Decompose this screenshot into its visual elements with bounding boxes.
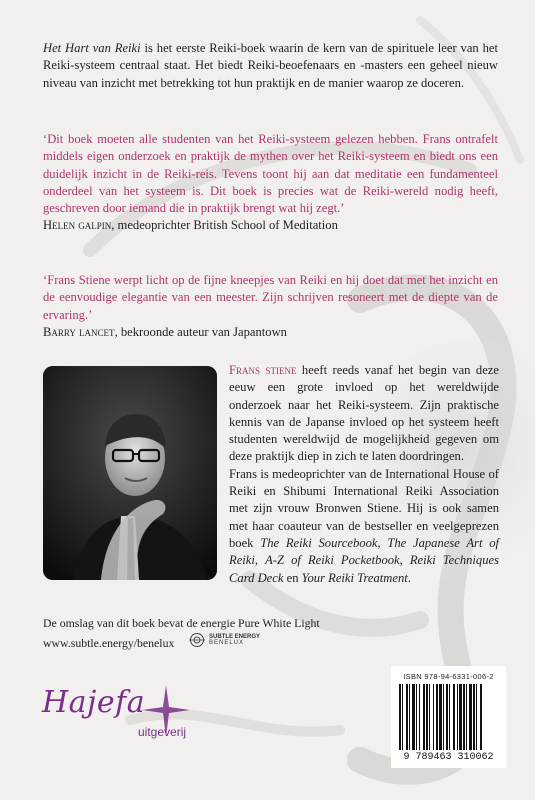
- bio-paragraph-2: Frans is medeoprichter van de International House of Reiki en Shibumi International Reiki Association met zijn vrouw Bronwen Stiene. Hij is ook samen met haar coauteur van de bestseller en veelgeprezen boek: [229, 466, 499, 550]
- isbn-number: 9 789463 310062: [403, 752, 494, 763]
- quote-1-role: , medeoprichter British School of Meditation: [111, 218, 338, 233]
- subtle-energy-icon: [188, 632, 206, 648]
- quote-2-role: , bekroonde auteur van Japantown: [114, 324, 287, 339]
- quote-2: [43, 272, 498, 341]
- bio-sep-4: en: [283, 570, 302, 585]
- bio-sep-1: ,: [377, 535, 388, 550]
- bio-end: .: [407, 570, 411, 585]
- star-sparkle-icon: [42, 685, 192, 755]
- author-bio: [229, 362, 499, 587]
- quote-1-author: Helen galpin: [43, 218, 112, 233]
- bio-author-name: Frans stiene: [229, 363, 297, 377]
- subtle-logo-line-1: SUBTLE ENERGY: [209, 634, 261, 640]
- bio-sep-2: ,: [254, 553, 266, 568]
- author-photo: [43, 366, 217, 580]
- publisher-name: Hajefa: [42, 685, 146, 720]
- quote-1-text: ‘Dit boek moeten alle studenten van het Reiki-systeem gelezen hebben. Frans ontrafelt middels eigen onderzoek en praktijk de mythen over het Reiki-systeem en biedt ons een duidelijk inzicht in de Reiki-reis. Tevens toont hij aan dat meditatie een fundamenteel onderdeel van het systeem is. Dit boek is precies wat de Reiki-wereld nodig heeft, geschreven door iemand die in praktijk brengt wat hij zegt.’: [43, 132, 498, 216]
- publisher-logo: [42, 685, 187, 739]
- bio-book-1: The Reiki Sourcebook: [260, 535, 378, 550]
- isbn-label: ISBN 978-94-6331-006-2: [403, 672, 494, 681]
- intro-text: is het eerste Reiki-boek waarin de kern van de spirituele leer van het Reiki-systeem centraal staat. Het biedt Reiki-beoefenaars en -masters een geheel nieuw niveau van inzicht met betrekking tot hun praktijk en de manier waarop ze doceren.: [43, 41, 498, 90]
- bio-book-3: A-Z of Reiki Pocketbook: [265, 553, 400, 568]
- bio-book-5: Your Reiki Treatment: [301, 570, 408, 585]
- intro-paragraph: [43, 40, 498, 92]
- quote-2-author: Barry lancet: [43, 324, 115, 339]
- quote-1: [43, 131, 498, 235]
- energy-line: De omslag van dit boek bevat de energie Pure White Light: [43, 616, 320, 630]
- bio-book-4: Reiki Techniques Card Deck: [229, 553, 500, 585]
- isbn-barcode: [391, 666, 506, 768]
- subtle-energy-logo: [188, 632, 260, 648]
- publisher-subtitle: uitgeverij: [138, 725, 187, 739]
- bio-book-2: The Japanese Art of Reiki: [229, 535, 499, 568]
- book-title: Het Hart van Reiki: [43, 41, 141, 55]
- quote-2-text: ‘Frans Stiene werpt licht op de fijne kneepjes van Reiki en hij doet dat met het inzicht en de eenvoudige elegantie van een meester. Zijn schrijven resoneert met de diepte van de ervaring.’: [43, 273, 498, 322]
- bio-paragraph-1: heeft reeds vanaf het begin van deze eeuw een grote invloed op het wereldwijde onderzoek naar het Reiki-systeem. Zijn praktische kennis van de Japanse invloed op het systeem heeft studenten wereldwijd de mogelijkheid gegeven om deze praktijk diep in zich te laten doordringen.: [229, 363, 499, 464]
- subtle-energy-url[interactable]: www.subtle.energy/benelux: [43, 636, 175, 650]
- bio-sep-3: ,: [399, 553, 410, 568]
- subtle-logo-line-2: BENELUX: [209, 640, 245, 646]
